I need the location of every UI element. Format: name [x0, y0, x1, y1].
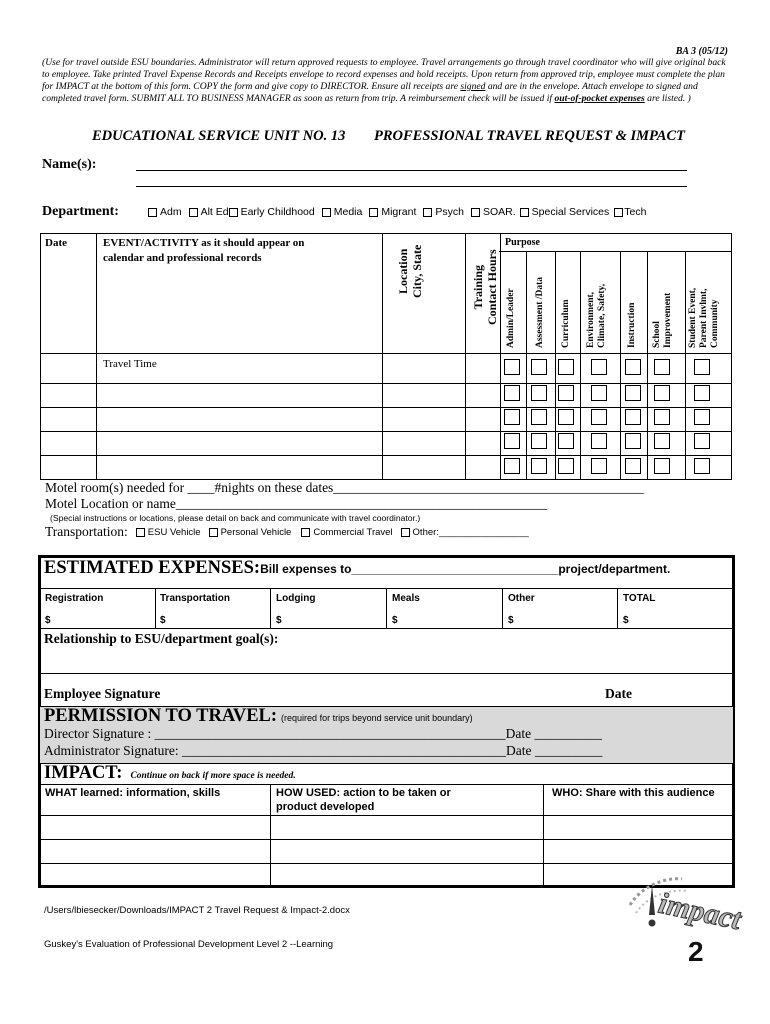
purpose-admin: Admin/Leader [506, 288, 516, 348]
travel-time-label: Travel Time [103, 358, 157, 370]
purpose-student-2: Parent Invlmt, [699, 288, 709, 348]
amount-registration[interactable]: $ [45, 615, 51, 626]
purpose-checkbox[interactable] [654, 359, 670, 375]
director-signature-line[interactable]: Director Signature : ____________________________________________________Date __________ [44, 726, 602, 741]
location-header [396, 245, 424, 298]
form-code: BA 3 (05/12) [675, 46, 728, 57]
option-early-childhood: Early Childhood [240, 206, 315, 218]
training-header-2: Contact Hours [485, 249, 499, 325]
checkbox-personal-vehicle[interactable] [209, 528, 218, 537]
names-label: Name(s): [42, 157, 97, 172]
purpose-environment-2: Climate, Safety, [597, 283, 607, 348]
option-psych: Psych [435, 206, 464, 218]
purpose-checkbox[interactable] [654, 409, 670, 425]
purpose-checkbox[interactable] [531, 433, 547, 449]
training-header-1: Training [471, 264, 485, 310]
purpose-checkbox[interactable] [531, 359, 547, 375]
employee-signature-label[interactable]: Employee Signature [44, 686, 161, 701]
checkbox-migrant[interactable] [369, 208, 378, 217]
impact-title-row [44, 763, 296, 784]
motel-rooms-line[interactable]: Motel room(s) needed for ____#nights on these dates______________________________________________ [45, 480, 644, 495]
impact-what-header: WHAT learned: information, skills [45, 787, 221, 799]
purpose-checkbox[interactable] [654, 385, 670, 401]
purpose-checkbox[interactable] [558, 385, 574, 401]
option-alt-ed: Alt Ed [200, 206, 229, 218]
purpose-school-2: Improvement [663, 292, 673, 348]
instructions-signed: signed [460, 81, 486, 92]
impact-note: Continue on back if more space is needed. [130, 771, 296, 781]
amount-transportation[interactable]: $ [160, 615, 166, 626]
option-adm: Adm [159, 206, 182, 218]
department-label: Department: [42, 204, 119, 219]
option-soar: SOAR. [482, 206, 516, 218]
permission-note: (required for trips beyond service unit boundary) [281, 713, 473, 723]
relationship-label: Relationship to ESU/department goal(s): [44, 631, 279, 646]
impact-logo-number: 2 [688, 936, 704, 965]
amount-meals[interactable]: $ [392, 615, 398, 626]
purpose-curriculum: Curriculum [561, 299, 571, 348]
purpose-checkbox[interactable] [504, 433, 520, 449]
instructions-oop: out-of-pocket expenses [554, 93, 645, 104]
checkbox-psych[interactable] [423, 208, 432, 217]
footer-path: /Users/lbiesecker/Downloads/IMPACT 2 Travel Request & Impact-2.docx [44, 905, 350, 916]
purpose-checkbox[interactable] [558, 433, 574, 449]
option-media: Media [333, 206, 363, 218]
bill-to[interactable]: Bill expenses to_______________________________project/department. [260, 562, 671, 576]
administrator-signature-line[interactable]: Administrator Signature: ________________________________________________Date __________ [44, 743, 603, 758]
permission-title: PERMISSION TO TRAVEL: [44, 706, 278, 726]
purpose-school [652, 293, 674, 348]
purpose-checkbox[interactable] [625, 409, 641, 425]
checkbox-adm[interactable] [148, 208, 157, 217]
purpose-checkbox[interactable] [531, 458, 547, 474]
option-tech: Tech [624, 206, 647, 218]
impact-logo [622, 865, 744, 965]
transportation-label: Transportation: [45, 524, 128, 539]
instructions-part-3: are listed. ) [644, 93, 691, 104]
purpose-checkbox[interactable] [504, 409, 520, 425]
checkbox-other-transport[interactable] [401, 528, 410, 537]
amount-lodging[interactable]: $ [276, 615, 282, 626]
impact-how-header-1: HOW USED: action to be taken or [276, 787, 451, 799]
impact-logo-word: impact [655, 886, 744, 937]
col-registration: Registration [45, 593, 104, 604]
option-special-services: Special Services [531, 206, 610, 218]
instructions-part-1: (Use for travel outside ESU boundaries. Administrator will return approved requests to employee. Travel arrangements go through travel coordinator who will give original back to employee. Take printed Travel Expense Records and Receipts envelope to record expenses and hold receipts. Upon return from approved trip, employee must complete the plan for IMPACT at the bottom of this form. COPY the form and give copy to DIRECTOR. Ensure all receipts are [42, 57, 726, 92]
purpose-instruction: Instruction [627, 302, 637, 348]
checkbox-commercial-travel[interactable] [301, 528, 310, 537]
names-field-2[interactable] [136, 186, 687, 187]
location-header-2: City, State [410, 244, 424, 298]
purpose-environment-1: Environment, [586, 291, 596, 348]
event-header-2: calendar and professional records [103, 252, 262, 264]
purpose-checkbox[interactable] [504, 458, 520, 474]
purpose-checkbox[interactable] [625, 433, 641, 449]
purpose-checkbox[interactable] [558, 359, 574, 375]
option-migrant: Migrant [381, 206, 417, 218]
purpose-school-1: School [652, 321, 662, 348]
transportation-row [45, 524, 529, 540]
purpose-checkbox[interactable] [558, 458, 574, 474]
purpose-checkbox[interactable] [654, 433, 670, 449]
org-title: EDUCATIONAL SERVICE UNIT NO. 13 [92, 128, 346, 144]
impact-title: IMPACT: [44, 763, 123, 783]
purpose-checkbox[interactable] [694, 359, 710, 375]
motel-note: (Special instructions or locations, please detail on back and communicate with travel coordinator.) [50, 513, 421, 523]
checkbox-special-services[interactable] [520, 208, 529, 217]
expenses-title-row [44, 558, 670, 579]
purpose-checkbox[interactable] [591, 385, 607, 401]
col-lodging: Lodging [276, 593, 316, 604]
option-commercial-travel: Commercial Travel [313, 526, 393, 538]
amount-other[interactable]: $ [508, 615, 514, 626]
instructions-part-2: and are in the envelope. Attach envelope to signed and completed travel form. SUBMIT ALL TO BUSINESS MANAGER as soon as return from trip. A reimbursement check will be issued if [42, 81, 698, 104]
purpose-checkbox[interactable] [531, 385, 547, 401]
footer-guskey: Guskey's Evaluation of Professional Development Level 2 --Learning [44, 939, 334, 950]
employee-date-label[interactable]: Date [605, 686, 632, 701]
instructions-paragraph [42, 57, 732, 105]
impact-how-header-2: product developed [276, 801, 375, 813]
option-personal-vehicle: Personal Vehicle [220, 526, 292, 538]
date-header: Date [45, 237, 67, 249]
event-header-1: EVENT/ACTIVITY as it should appear on [103, 237, 305, 249]
col-meals: Meals [392, 593, 420, 604]
purpose-checkbox[interactable] [694, 433, 710, 449]
purpose-checkbox[interactable] [694, 409, 710, 425]
purpose-checkbox[interactable] [558, 409, 574, 425]
form-title: PROFESSIONAL TRAVEL REQUEST & IMPACT [374, 128, 686, 144]
purpose-header: Purpose [505, 237, 540, 248]
purpose-checkbox[interactable] [694, 458, 710, 474]
checkbox-media[interactable] [322, 208, 331, 217]
names-field-1[interactable] [136, 170, 687, 171]
option-other-transport: Other:_________________ [412, 526, 529, 538]
purpose-checkbox[interactable] [625, 359, 641, 375]
purpose-checkbox[interactable] [591, 409, 607, 425]
checkbox-soar[interactable] [471, 208, 480, 217]
department-row [42, 204, 646, 220]
impact-who-header: WHO: Share with this audience [552, 787, 715, 799]
purpose-checkbox[interactable] [625, 385, 641, 401]
col-total: TOTAL [623, 593, 656, 604]
purpose-checkbox[interactable] [531, 409, 547, 425]
purpose-checkbox[interactable] [591, 458, 607, 474]
purpose-checkbox[interactable] [591, 359, 607, 375]
amount-total[interactable]: $ [623, 615, 629, 626]
checkbox-early-childhood[interactable] [229, 208, 238, 217]
checkbox-esu-vehicle[interactable] [136, 528, 145, 537]
purpose-student [688, 288, 721, 348]
purpose-checkbox[interactable] [591, 433, 607, 449]
purpose-checkbox[interactable] [504, 359, 520, 375]
purpose-checkbox[interactable] [625, 458, 641, 474]
checkbox-alt-ed[interactable] [189, 208, 198, 217]
expenses-title: ESTIMATED EXPENSES: [44, 558, 261, 578]
option-esu-vehicle: ESU Vehicle [147, 526, 201, 538]
purpose-checkbox[interactable] [694, 385, 710, 401]
permission-title-row [44, 706, 473, 727]
training-header [471, 249, 499, 325]
purpose-student-1: Student Event, [688, 287, 698, 348]
location-header-1: Location [396, 248, 410, 295]
checkbox-tech[interactable] [614, 208, 623, 217]
purpose-environment [586, 284, 608, 348]
purpose-student-3: Community [710, 299, 720, 348]
purpose-checkbox[interactable] [654, 458, 670, 474]
motel-location-line[interactable]: Motel Location or name_______________________________________________________ [45, 496, 548, 511]
purpose-checkbox[interactable] [504, 385, 520, 401]
col-other: Other [508, 593, 535, 604]
purpose-assessment: Assessment /Data [535, 277, 545, 348]
col-transportation: Transportation [160, 593, 231, 604]
